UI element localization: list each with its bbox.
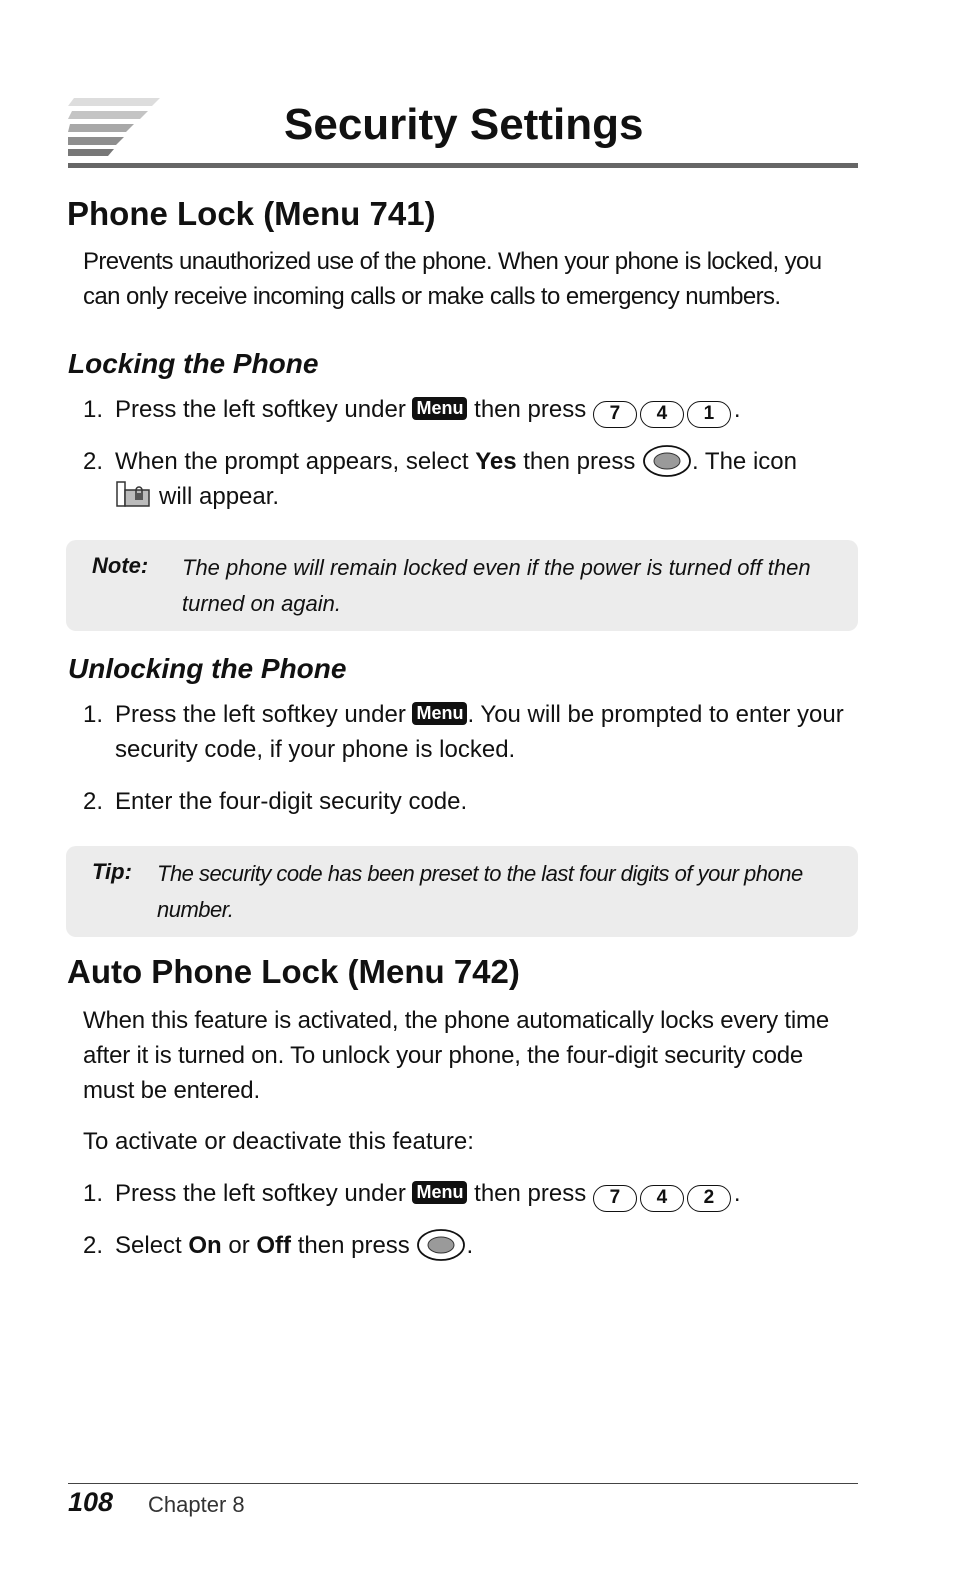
- note-box: [66, 540, 858, 631]
- step-period: .: [466, 1232, 474, 1259]
- auto-lock-heading: Auto Phone Lock (Menu 742): [67, 953, 520, 990]
- step-text: Select: [115, 1232, 182, 1259]
- tip-box: [66, 846, 858, 937]
- menu-softkey-icon: Menu: [412, 1181, 467, 1204]
- key-1-icon: 1: [687, 401, 731, 428]
- step-period: .: [733, 1180, 741, 1207]
- step-text: then press: [474, 396, 587, 423]
- key-7-icon: 7: [593, 1185, 637, 1212]
- step-number: 2.: [83, 1232, 104, 1259]
- page-number: 108: [68, 1487, 114, 1517]
- menu-softkey-icon: Menu: [412, 702, 467, 725]
- key-4-icon: 4: [640, 1185, 684, 1212]
- step-text: Enter the four-digit security code.: [115, 788, 468, 815]
- locking-heading: Locking the Phone: [68, 348, 319, 379]
- key-2-icon: 2: [687, 1185, 731, 1212]
- lock-status-icon: [115, 480, 151, 510]
- ok-key-icon: [416, 1228, 466, 1262]
- header-stripes-icon: [68, 98, 164, 156]
- step-text: will appear.: [159, 483, 280, 510]
- step-text: . You will be prompted to enter your security code, if your phone is locked.: [115, 701, 844, 763]
- auto-lock-intro: To activate or deactivate this feature:: [83, 1128, 474, 1155]
- step-text: Press the left softkey under: [115, 1180, 406, 1207]
- footer-rule: [68, 1483, 858, 1484]
- phone-lock-heading: Phone Lock (Menu 741): [67, 195, 436, 232]
- unlocking-heading: Unlocking the Phone: [68, 653, 347, 684]
- chapter-label: Chapter 8: [148, 1492, 245, 1517]
- step-text: . The icon: [692, 448, 797, 475]
- step-text: When the prompt appears, select: [115, 448, 469, 475]
- tip-label: Tip:: [92, 859, 132, 884]
- step-number: 2.: [83, 448, 104, 475]
- header-rule: [68, 163, 858, 168]
- menu-softkey-icon: Menu: [412, 397, 467, 420]
- option-off: Off: [256, 1232, 292, 1259]
- step-text: Press the left softkey under: [115, 396, 406, 423]
- phone-lock-description: Prevents unauthorized use of the phone. When your phone is locked, you can only receive incoming calls or make calls to emergency numbers.: [83, 248, 822, 310]
- key-7-icon: 7: [593, 401, 637, 428]
- step-period: .: [733, 396, 741, 423]
- step-number: 2.: [83, 788, 104, 815]
- step-text: then press: [523, 448, 636, 475]
- option-yes: Yes: [475, 448, 517, 475]
- step-number: 1.: [83, 396, 104, 423]
- auto-lock-description: When this feature is activated, the phone automatically locks every time after it is turned on. To unlock your phone, the four-digit security code must be entered.: [83, 1007, 829, 1104]
- step-text: Press the left softkey under: [115, 701, 406, 728]
- step-number: 1.: [83, 1180, 104, 1207]
- step-number: 1.: [83, 701, 104, 728]
- key-4-icon: 4: [640, 401, 684, 428]
- note-label: Note:: [92, 553, 149, 578]
- step-text: then press: [474, 1180, 587, 1207]
- note-text: The phone will remain locked even if the power is turned off then turned on again.: [182, 555, 811, 616]
- step-text: then press: [297, 1232, 410, 1259]
- ok-key-icon: [642, 444, 692, 478]
- tip-text: The security code has been preset to the last four digits of your phone number.: [157, 861, 803, 922]
- page-header: [68, 96, 858, 172]
- page-title: Security Settings: [284, 100, 644, 149]
- option-on: On: [188, 1232, 222, 1259]
- step-text: or: [228, 1232, 250, 1259]
